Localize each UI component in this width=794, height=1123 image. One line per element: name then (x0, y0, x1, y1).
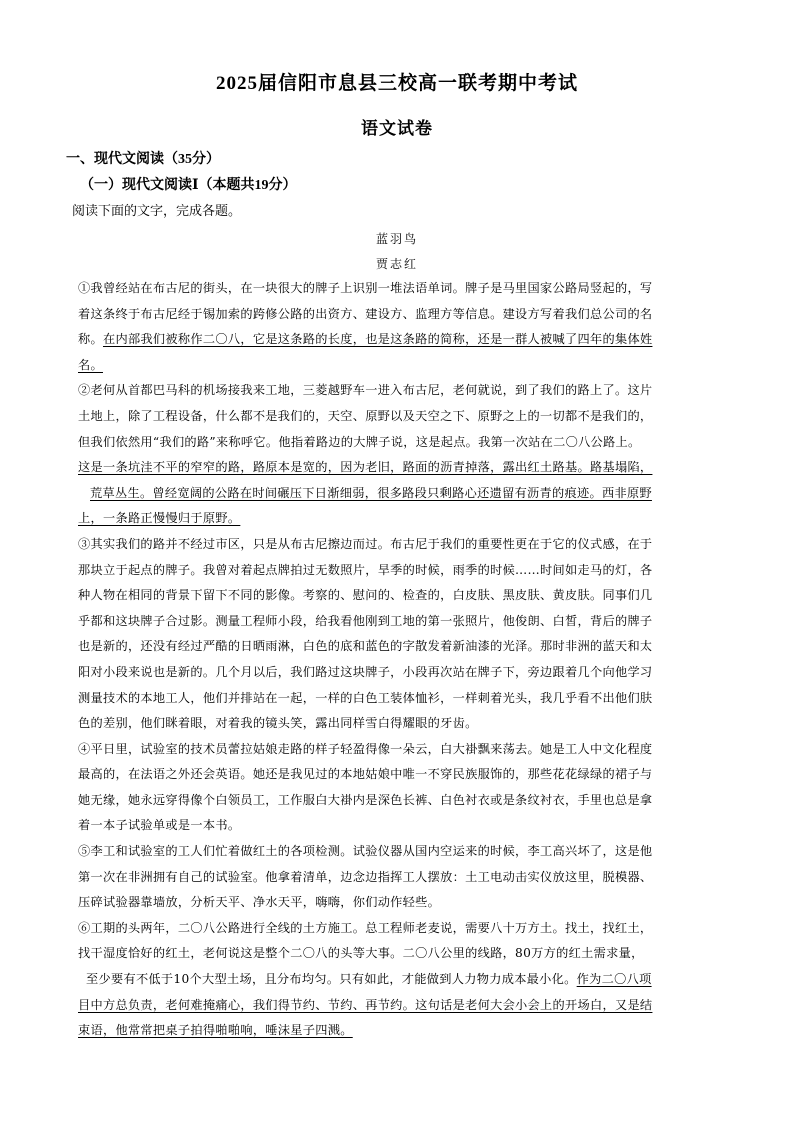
exam-subtitle: 语文试卷 (361, 119, 433, 138)
article-body (78, 276, 718, 1044)
paragraph-2-line: ②老何从首都巴马科的机场接我来工地，三菱越野车一进入布古尼，老何就说，到了我们的路上了。这片 (78, 383, 653, 398)
underlined-sentence: 目中方总负责，老何难掩痛心，我们得节约、节约、再节约。这句话是老何大会小会上的开场白，又是结 (78, 997, 653, 1012)
paragraph-6-text: 至少要有不低于10个大型土场，且分布均匀。只有如此，才能做到人力物力成本最小化。 (86, 972, 577, 987)
underlined-sentence: 名。 (78, 357, 103, 372)
paragraph-3-line: 色的差别，他们眯着眼，对着我的镜头笑，露出同样雪白得耀眼的牙齿。 (78, 716, 478, 731)
paragraph-2-line (78, 481, 718, 507)
paragraph-1-line (78, 353, 718, 379)
paragraph-6-line (78, 993, 718, 1019)
subsection-heading: （一）现代文阅读Ⅰ（本题共19分） (80, 178, 297, 193)
paragraph-3-line: 阳对小段来说也是新的。几个月以后，我们路过这块牌子，小段再次站在牌子下，旁边跟着几个向他学习 (78, 664, 653, 679)
reading-instruction: 阅读下面的文字，完成各题。 (72, 204, 242, 219)
paragraph-1-text: 称。 (78, 332, 103, 347)
paragraph-2-line: 土地上，除了工程设备，什么都不是我们的，天空、原野以及天空之下、原野之上的一切都不是我们的， (78, 408, 653, 423)
paragraph-1-line (78, 327, 718, 353)
exam-title: 2025届信阳市息县三校高一联考期中考试 (215, 73, 578, 94)
paragraph-3-line: 那块立于起点的牌子。我曾对着起点牌拍过无数照片，旱季的时候，雨季的时候……时间如走马的灯，各 (78, 562, 653, 577)
underlined-sentence: 作为二〇八项 (576, 972, 652, 987)
underlined-sentence: 荒草丛生。曾经宽阔的公路在时间碾压下日渐细弱，很多路段只剩路心还遗留有沥青的痕迹。西非原野 (90, 485, 652, 500)
paragraph-6-line: ⑥工期的头两年，二〇八公路进行全线的土方施工。总工程师老麦说，需要八十万方土。找土，找红土， (78, 920, 653, 935)
paragraph-3-line: 乎都和这块牌子合过影。测量工程师小段，给我看他刚到工地的第一张照片，他俊朗、白皙，背后的牌子 (78, 613, 653, 628)
underlined-sentence: 在内部我们被称作二〇八，它是这条路的长度，也是这条路的简称，还是一群人被喊了四年的集体姓 (102, 332, 653, 347)
paragraph-4-line: 着一本子试验单或是一本书。 (78, 818, 241, 833)
paragraph-3-line: ③其实我们的路并不经过市区，只是从布古尼擦边而过。布古尼于我们的重要性更在于它的仪式感，在于 (78, 536, 653, 551)
section-heading: 一、现代文阅读（35分） (66, 152, 220, 167)
paragraph-4-line: 她无缘，她永远穿得像个白领员工，工作服白大褂内是深色长裤、白色衬衣或是条纹衬衣，手里也总是拿 (78, 792, 653, 807)
paragraph-5-line: 压碎试验器靠墙放，分析天平、净水天平，嗨嗨，你们动作轻些。 (78, 895, 441, 910)
paragraph-4-line: ④平日里，试验室的技术员蕾拉姑娘走路的样子轻盈得像一朵云，白大褂飘来荡去。她是工人中文化程度 (78, 741, 653, 756)
paragraph-6-line (78, 967, 718, 993)
underlined-sentence: 这是一条坑洼不平的窄窄的路，路原本是宽的，因为老旧，路面的沥青掉落，露出红土路基。路基塌陷， (78, 460, 653, 475)
article-author: 贾志红 (375, 257, 418, 271)
paragraph-1-line: ①我曾经站在布古尼的街头，在一块很大的牌子上识别一堆法语单词。牌子是马里国家公路局竖起的，写 (78, 281, 653, 295)
paragraph-6-line (78, 1018, 718, 1044)
paragraph-2-line (78, 455, 718, 481)
paragraph-2-line (78, 506, 718, 532)
article-title: 蓝羽鸟 (375, 232, 418, 246)
paragraph-3-line: 也是新的，还没有经过严酷的日晒雨淋，白色的底和蓝色的字散发着新油漆的光泽。那时非洲的蓝天和太 (78, 639, 653, 654)
paragraph-4-line: 最高的，在法语之外还会英语。她还是我见过的本地姑娘中唯一不穿民族服饰的，那些花花绿绿的裙子与 (78, 767, 653, 782)
underlined-sentence: 上，一条路正慢慢归于原野。 (78, 511, 241, 526)
paragraph-5-line: 第一次在非洲拥有自己的试验室。他拿着清单，边念边指挥工人摆放：土工电动击实仪放这里，脱模器、 (78, 869, 653, 884)
paragraph-1-line: 着这条终于布古尼经于锡加索的跨修公路的出资方、建设方、监理方等信息。建设方写着我们总公司的名 (78, 306, 653, 321)
paragraph-3-line: 测量技术的本地工人，他们并排站在一起，一样的白色工装体恤衫，一样刺着光头，我几乎看不出他们肤 (78, 690, 653, 705)
paragraph-6-line: 找干湿度恰好的红土，老何说这是整个二〇八的头等大事。二〇八公里的线路，80万方的红土需求量， (78, 946, 644, 961)
paragraph-5-line: ⑤李工和试验室的工人们忙着做红土的各项检测。试验仪器从国内空运来的时候，李工高兴坏了，这是他 (78, 844, 653, 859)
paragraph-2-line: 但我们依然用“我们的路”来称呼它。他指着路边的大牌子说，这是起点。我第一次站在二〇八公路上。 (78, 434, 641, 449)
paragraph-3-line: 种人物在相同的背景下留下不同的影像。考察的、慰问的、检查的，白皮肤、黑皮肤、黄皮肤。同事们几 (78, 588, 653, 603)
underlined-sentence: 束语，他常常把桌子拍得啪啪响，唾沫星子四溅。 (78, 1023, 353, 1038)
